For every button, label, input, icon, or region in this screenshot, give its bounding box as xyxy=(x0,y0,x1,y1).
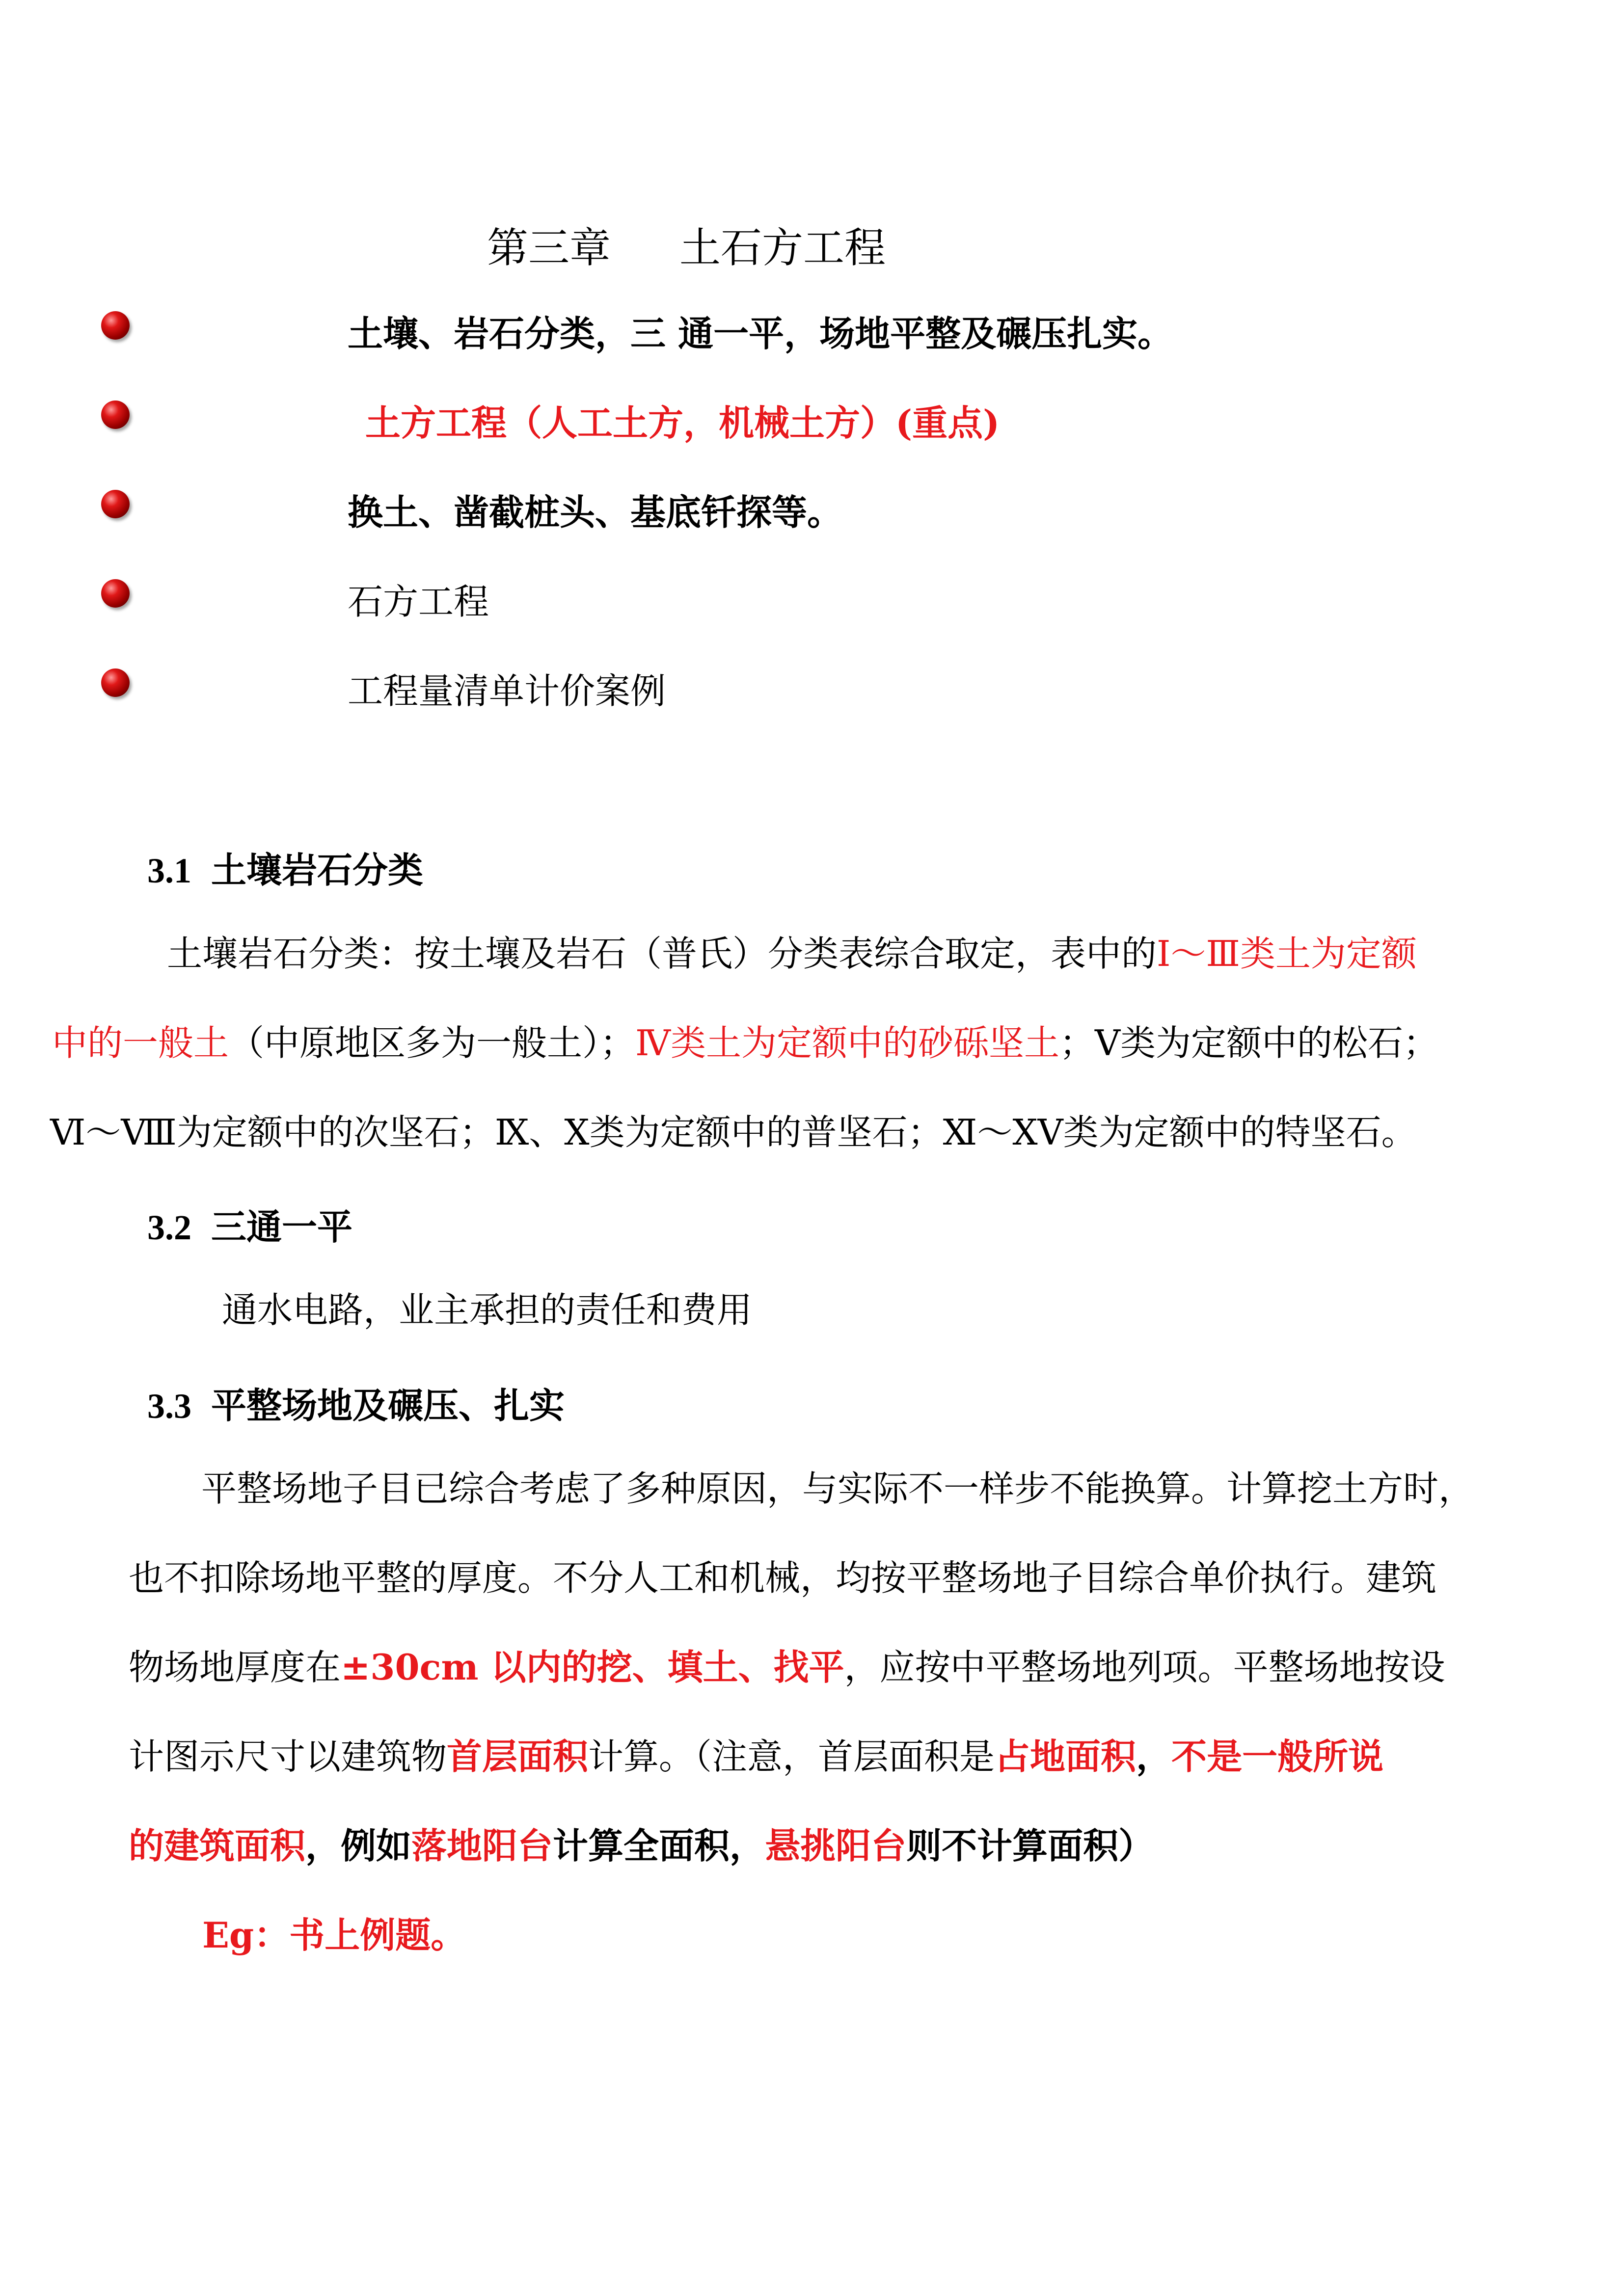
section-heading-3-2 xyxy=(147,1199,352,1250)
list-item: 换土、凿截桩头、基底钎探等。 xyxy=(348,491,843,533)
text-run: 计算全面积， xyxy=(553,1825,765,1867)
text-run-highlight: Ⅳ类土为定额中的砂砾坚土 xyxy=(635,1022,1059,1064)
paragraph-line xyxy=(129,1801,1154,1891)
text-run: 计算。（注意，首层面积是 xyxy=(588,1736,995,1777)
section-number: 3.3 xyxy=(147,1387,191,1426)
text-run: ， xyxy=(1136,1735,1172,1777)
paragraph-line xyxy=(52,998,1438,1088)
text-run-highlight: Ⅰ～Ⅲ类土为定额 xyxy=(1157,933,1417,974)
text-run-highlight: 占地面积 xyxy=(995,1735,1137,1777)
paragraph-line: Ⅵ～Ⅷ为定额中的次坚石；Ⅸ、Ⅹ类为定额中的普坚石；Ⅺ～ⅩⅤ类为定额中的特坚石。 xyxy=(50,1112,1417,1153)
paragraph-line: 通水电路，业主承担的责任和费用 xyxy=(222,1289,753,1331)
paragraph-line xyxy=(129,1623,1445,1712)
text-run: ，例如 xyxy=(305,1825,412,1867)
list-item: 工程量清单计价案例 xyxy=(348,670,666,712)
page-title xyxy=(487,215,886,274)
text-run: 计图示尺寸以建筑物 xyxy=(129,1736,447,1777)
bullet-icon xyxy=(101,490,130,518)
text-run: 土壤岩石分类：按土壤及岩石（普氏）分类表综合取定，表中的 xyxy=(167,933,1157,974)
text-run: （中原地区多为一般土）； xyxy=(229,1022,636,1064)
text-run-highlight: 中的一般土 xyxy=(52,1022,229,1064)
paragraph-line xyxy=(129,1712,1383,1801)
section-heading-3-1 xyxy=(147,842,423,893)
text-run-highlight: 悬挑阳台 xyxy=(765,1825,907,1867)
paragraph-line: 平整场地子目已综合考虑了多种原因，与实际不一样步不能换算。计算挖土方时， xyxy=(201,1468,1474,1509)
text-run: 物场地厚度在 xyxy=(129,1647,341,1688)
chapter-name: 土石方工程 xyxy=(679,224,886,272)
list-item: 土方工程（人工土方，机械土方）(重点) xyxy=(365,402,1000,444)
bullet-icon xyxy=(101,311,130,340)
section-heading-3-3 xyxy=(147,1377,565,1428)
text-run-highlight: ±30cm 以内的挖、填土、找平 xyxy=(341,1646,844,1688)
paragraph-line xyxy=(167,909,1417,998)
list-item: 土壤、岩石分类，三 通一平，场地平整及碾压扎实。 xyxy=(348,313,1173,354)
text-run-highlight: 落地阳台 xyxy=(411,1825,553,1867)
text-run-highlight: 的建筑面积 xyxy=(129,1825,306,1867)
list-item: 石方工程 xyxy=(348,581,489,622)
example-note: Eg：书上例题。 xyxy=(202,1914,466,1956)
text-run: 则不计算面积） xyxy=(906,1825,1154,1867)
bullet-icon xyxy=(101,400,130,429)
bullet-icon xyxy=(101,579,130,608)
section-title: 平整场地及碾压、扎实 xyxy=(211,1385,565,1426)
section-title: 土壤岩石分类 xyxy=(211,849,424,891)
section-title: 三通一平 xyxy=(211,1206,353,1248)
text-run-highlight: 首层面积 xyxy=(447,1735,589,1777)
bullet-icon xyxy=(101,668,130,697)
chapter-label: 第三章 xyxy=(487,224,611,272)
text-run: ；Ⅴ类为定额中的松石； xyxy=(1059,1022,1438,1064)
text-run: ，应按中平整场地列项。平整场地按设 xyxy=(844,1647,1445,1688)
paragraph-line: 也不扣除场地平整的厚度。不分人工和机械，均按平整场地子目综合单价执行。建筑 xyxy=(129,1557,1437,1599)
text-run-highlight: 不是一般所说 xyxy=(1171,1735,1384,1777)
section-number: 3.1 xyxy=(147,851,191,890)
section-number: 3.2 xyxy=(147,1208,191,1247)
